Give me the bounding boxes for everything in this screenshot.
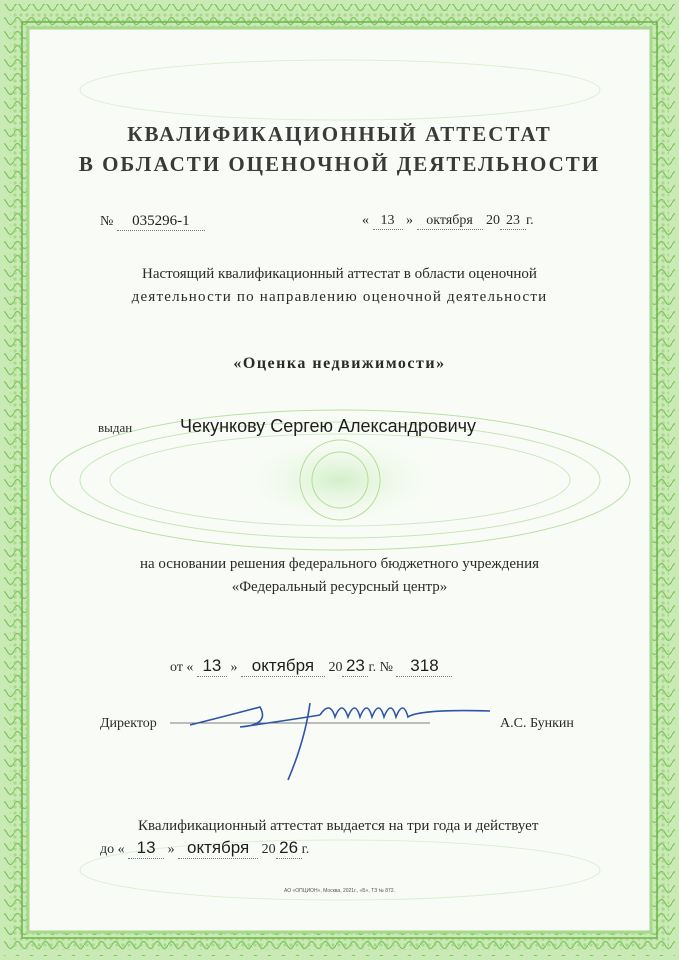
- issue-date-row: « 13 » октября 20 23 г.: [362, 213, 534, 228]
- director-label: Директор: [100, 716, 157, 731]
- valid-until-row: до « 13 » октября 20 26 г.: [100, 838, 310, 857]
- validity-line-1: Квалификационный аттестат выдается на три года и действует: [138, 818, 539, 834]
- decision-number: 318: [396, 656, 452, 677]
- certificate-number: 035296-1: [117, 213, 205, 231]
- basis-line-1: на основании решения федерального бюджетного учреждения: [139, 556, 540, 572]
- valid-until-year: 26: [276, 838, 302, 859]
- holder-name: Чекункову Сергею Александровичу: [180, 416, 477, 436]
- issued-to-label: выдан: [98, 420, 133, 435]
- certificate-number-row: [100, 213, 205, 231]
- decision-month: октября: [241, 656, 325, 677]
- title-line-1: КВАЛИФИКАЦИОННЫЙ АТТЕСТАТ: [127, 122, 552, 146]
- body-line-2: деятельности по направлению оценочной деятельности: [131, 289, 548, 305]
- issue-year: 23: [500, 213, 526, 230]
- specialization: «Оценка недвижимости»: [233, 355, 446, 372]
- decision-date-row: от « 13 » октября 20 23 г. № 318: [170, 656, 452, 677]
- director-signature: [170, 685, 500, 785]
- body-line-1: Настоящий квалификационный аттестат в области оценочной: [142, 266, 537, 282]
- director-name: А.С. Бункин: [500, 716, 574, 731]
- basis-line-2: «Федеральный ресурсный центр»: [231, 579, 448, 595]
- title-line-2: В ОБЛАСТИ ОЦЕНОЧНОЙ ДЕЯТЕЛЬНОСТИ: [78, 152, 601, 176]
- number-sign: №: [100, 214, 114, 229]
- printer-imprint: АО «ОПЦИОН», Москва, 2021г., «Б», ТЗ № 872.: [284, 888, 395, 894]
- decision-year: 23: [342, 656, 368, 677]
- valid-until-day: 13: [128, 838, 164, 859]
- issue-month: октября: [417, 213, 483, 230]
- valid-until-month: октября: [178, 838, 258, 859]
- issue-day: 13: [373, 213, 403, 230]
- decision-day: 13: [197, 656, 227, 677]
